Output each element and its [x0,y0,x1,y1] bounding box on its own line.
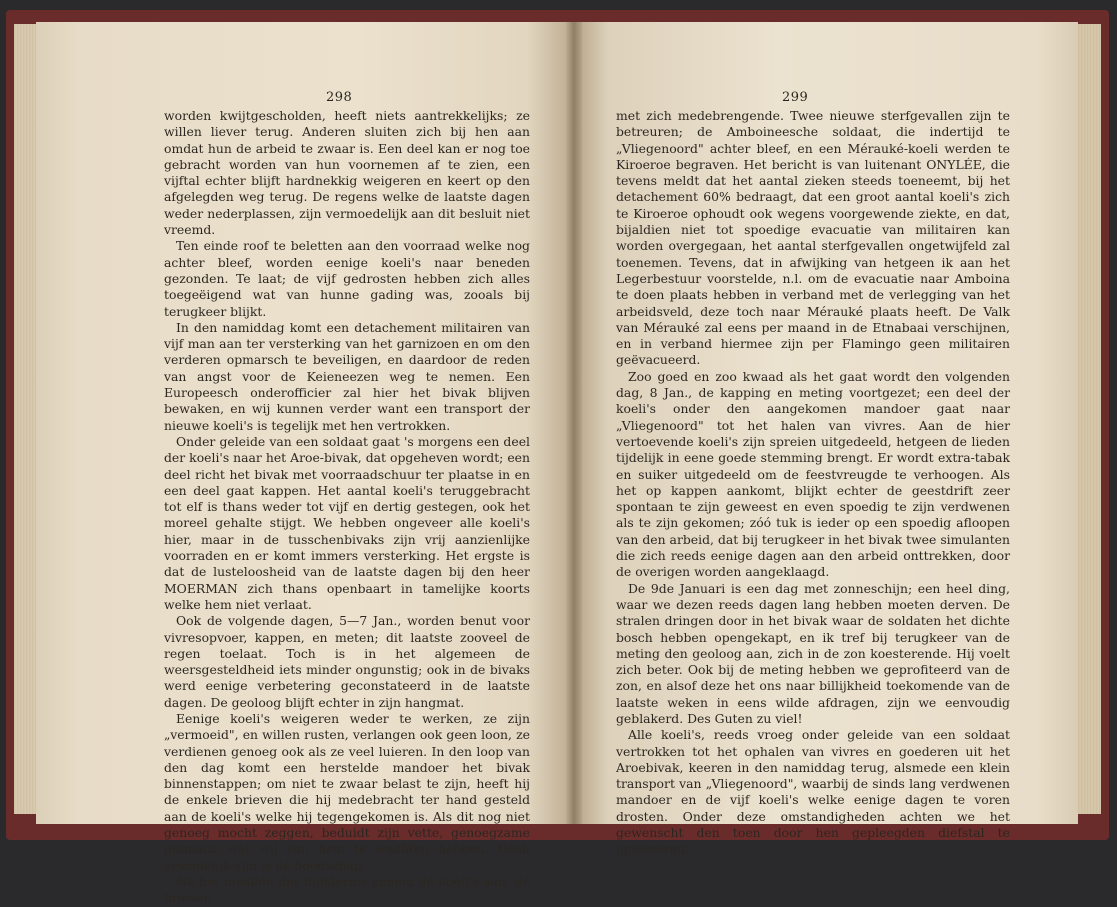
right-page [578,22,1078,857]
page-number: 298 [326,90,353,105]
paragraph: In den namiddag komt een detachement militairen van vijf man aan ter versterking van het garnizoen en om den verderen opmarsch te beveiligen, en daardoor de reden van angst voor de Keieneezen weg te nemen. Een Europeesch onderofficier zal hier het bivak blijven bewaken, en wij kunnen verder want een transport der nieuwe koeli's is tegelijk met hen vertrokken. [164,319,530,433]
paragraph: met zich medebrengende. Twee nieuwe sterfgevallen zijn te betreuren; de Amboineesche soldaat, die indertijd te „Vliegenoord" achter bleef, en een Mérauké-koeli werden te Kiroeroe begraven. Het bericht is van luitenant ONYLÉE, die tevens meldt dat het aantal zieken steeds toeneemt, bij het detachement 60% bedraagt, dat een groot aantal koeli's zich te Kiroeroe ophoudt ook wegens voorgewende ziekte, en dat, bijaldien niet tot spoedige evacuatie van militairen kan worden overgegaan, het aantal sterfgevallen ongetwijfeld zal toenemen. Tevens, dat in afwijking van hetgeen ik aan het Legerbestuur voorstelde, n.l. om de evacuatie naar Amboina te doen plaats hebben in verband met de verlegging van het arbeidsveld, deze toch naar Mérauké plaats heeft. De Valk van Mérauké zal eens per maand in de Etnabaai verschijnen, en in verband hiermee zijn per Flamingo geen militairen geëvacueerd. [616,108,1010,368]
paragraph: Na het invallen der duisternis komen de koeli's aan, de brieven [164,873,530,906]
paragraph: Onder geleide van een soldaat gaat 's morgens een deel der koeli's naar het Aroe-bivak, dat opgeheven wordt; een deel richt het bivak met voorraadschuur ter plaatse in en een deel gaat kappen. Het aantal koeli's teruggebracht tot elf is thans weder tot vijf en dertig gestegen, ook het moreel gehalte stijgt. We hebben ongeveer alle koeli's hier, maar in de tusschenbivaks zijn vrij aanzienlijke voorraden en er komt immers versterking. Het ergste is dat de lusteloosheid van de laatste dagen bij den heer MOERMAN zich thans openbaart in tamelijke koorts welke hem niet verlaat. [164,433,530,612]
left-page [36,22,570,906]
page-number: 299 [782,90,809,105]
paragraph: Ten einde roof te beletten aan den voorraad welke nog achter bleef, worden eenige koeli's naar beneden gezonden. Te laat; de vijf gedrosten hebben zich alles toegeëigend wat van hunne gading was, zooals bij terugkeer blijkt. [164,238,530,319]
page-body [616,108,1010,858]
paragraph: De 9de Januari is een dag met zonneschijn; een heel ding, waar we dezen reeds dagen lang hebben moeten derven. De stralen dringen door in het bivak waar de soldaten het dichte bosch hebben opengekapt, en ik tref bij terugkeer van de meting den geoloog aan, zich in de zon koesterende. Hij voelt zich beter. Ook bij de meting hebben we geprofiteerd van de zon, en alsof deze het ons naar billijkheid toekomende van de laatste weken in eens wilde afdragen, zijn we eenvoudig geblakerd. Des Guten zu viel! [616,580,1010,726]
paragraph: Zoo goed en zoo kwaad als het gaat wordt den volgenden dag, 8 Jan., de kapping en meting voortgezet; een deel der koeli's onder den aangekomen mandoer gaat naar „Vliegenoord" tot het halen van vivres. Aan de hier vertoevende koeli's zijn spreien uitgedeeld, hetgeen de lieden tijdelijk in eene goede stemming brengt. Er wordt extra-tabak en suiker uitgedeeld om de feestvreugde te verhoogen. Als het op kappen aankomt, blijkt echter de geestdrift zeer spontaan te zijn geweest en even spoedig te zijn verdwenen als te zijn gekomen; zóó tuk is ieder op een spoedig afloopen van den arbeid, dat bij terugkeer in het bivak twee simulanten die zich reeds eenige dagen aan den arbeid onttrekken, door de overigen worden aangeklaagd. [616,368,1010,580]
book-gutter [566,22,582,824]
paragraph: Alle koeli's, reeds vroeg onder geleide van een soldaat vertrokken tot het ophalen van vivres en goederen uit het Aroebivak, keeren in den namiddag terug, alsmede een klein transport van „Vliegenoord", waarbij de sinds lang verdwenen mandoer en de vijf koeli's welke eenige dagen te voren drosten. Onder deze omstandigheden achten we het gewenscht den toen door hen gepleegden diefstal te ignoreeren. [616,727,1010,857]
paragraph: Eenige koeli's weigeren weder te werken, ze zijn „vermoeid", en willen rusten, verlangen ook geen loon, ze verdienen genoeg ook als ze veel luieren. In den loop van den dag komt een herstelde mandoer het bivak binnenstappen; om niet te zwaar belast te zijn, heeft hij de enkele brieven die hij medebracht ter hand gesteld aan de koeli's welke hij tegengekomen is. Als dit nog niet genoeg mocht zeggen, beduidt zijn vette, genoegzame glimlach wat wij van hem te wachten hebben. Doch vriendelijk-zijn is de boodschap. [164,710,530,873]
paragraph: Ook de volgende dagen, 5—7 Jan., worden benut voor vivresopvoer, kappen, en meten; dit laatste zooveel de regen toelaat. Toch is in het algemeen de weersgesteldheid iets minder ongunstig; ook in de bivaks werd eenige verbetering geconstateerd in de laatste dagen. De geoloog blijft echter in zijn hangmat. [164,613,530,710]
paragraph: worden kwijtgescholden, heeft niets aantrekkelijks; ze willen liever terug. Anderen sluiten zich bij hen aan omdat hun de arbeid te zwaar is. Een deel kan er nog toe gebracht worden van hun voornemen af te zien, een vijftal echter blijft hardnekkig weigeren en keert op den afgelegden weg terug. De regens welke de laatste dagen weder nederplassen, zijn vermoedelijk aan dit besluit niet vreemd. [164,108,530,238]
page-body [164,108,530,907]
